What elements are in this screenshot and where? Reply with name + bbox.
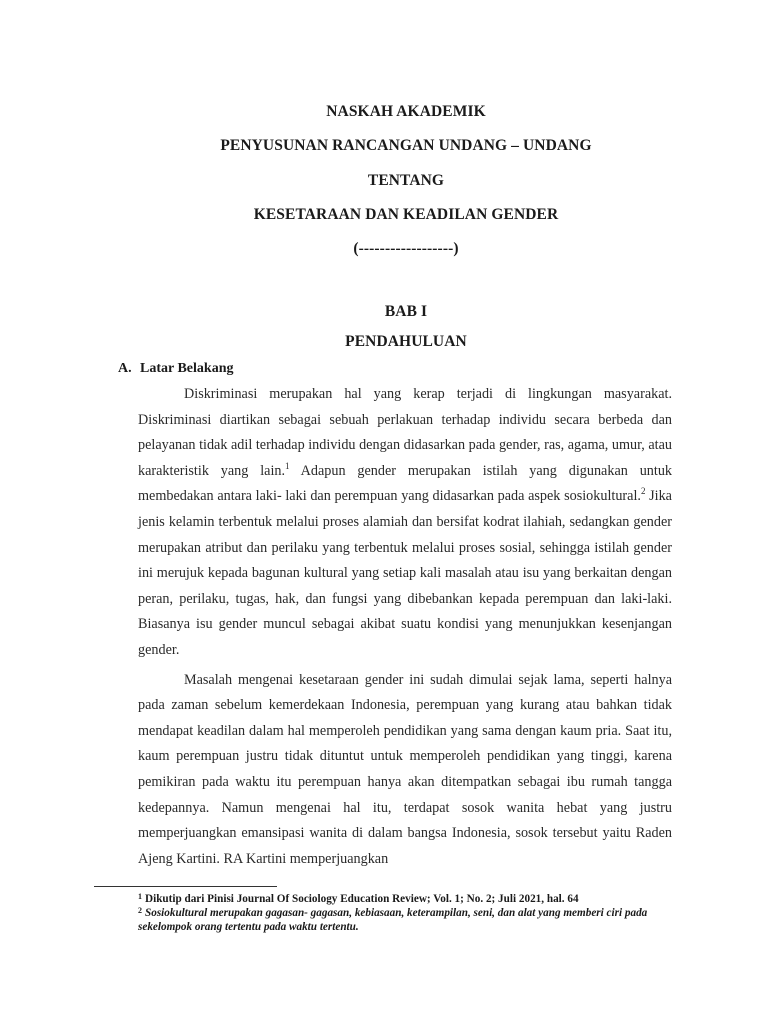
footnote-ref-2: 2	[640, 486, 646, 497]
section-marker: A.	[118, 361, 132, 376]
chapter-number: BAB I	[384, 303, 428, 320]
chapter-title: PENDAHULUAN	[345, 333, 467, 350]
body-text	[138, 382, 672, 872]
document-placeholder: (------------------)	[353, 240, 459, 257]
document-topic: KESETARAAN DAN KEADILAN GENDER	[253, 206, 559, 223]
section-heading	[118, 361, 233, 377]
paragraph-1-part-1: Diskriminasi merupakan hal yang kerap terjadi di lingkungan masyarakat. Diskriminasi diartikan sebagai sebuah perlakuan terhadap individu secara berbeda dan pelayanan tidak adil terhadap individu dengan didasarkan pada gender, ras, agama, umur, atau karakteristik yang lain.	[138, 386, 672, 479]
footnote-1	[138, 892, 658, 906]
section-title: Latar Belakang	[140, 361, 234, 376]
document-subtitle-tentang: TENTANG	[367, 172, 445, 189]
footnote-1-text: Dikutip dari Pinisi Journal Of Sociology Education Review; Vol. 1; No. 2; Juli 2021, hal. 64	[145, 893, 579, 905]
footnotes	[138, 892, 658, 934]
footnote-divider	[94, 886, 277, 887]
footnote-1-number: 1	[138, 892, 142, 901]
paragraph-1-part-3: Jika jenis kelamin terbentuk melalui proses alamiah dan bersifat kodrat ilahiah, sedangkan gender merupakan atribut dan perilaku yang terbentuk melalui proses sosial, sehingga istilah gender ini merujuk kepada bagunan kultural yang setiap kali masalah atau isu yang berkaitan dengan peran, perilaku, tugas, hak, dan fungsi yang dibebankan kepada perempuan dan laki-laki. Biasanya isu gender muncul sebagai akibat suatu kondisi yang menunjukkan kesenjangan gender.	[138, 488, 672, 658]
footnote-2	[138, 906, 658, 934]
document-subtitle: PENYUSUNAN RANCANGAN UNDANG – UNDANG	[220, 137, 592, 154]
footnote-2-text: Sosiokultural merupakan gagasan- gagasan, kebiasaan, keterampilan, seni, dan alat yang memberi ciri pada sekelompok orang tertentu pada waktu tertentu.	[138, 907, 648, 933]
paragraph-1	[138, 382, 672, 664]
document-title: NASKAH AKADEMIK	[326, 103, 486, 120]
footnote-2-number: 2	[138, 906, 142, 915]
paragraph-1-part-2: Adapun gender merupakan istilah yang digunakan untuk membedakan antara laki- laki dan perempuan yang didasarkan pada aspek sosiokultural.	[138, 462, 673, 505]
paragraph-2: Masalah mengenai kesetaraan gender ini sudah dimulai sejak lama, seperti halnya pada zaman sebelum kemerdekaan Indonesia, perempuan yang kurang atau bahkan tidak mendapat keadilan dalam hal memperoleh pendidikan yang sama dengan kaum pria. Saat itu, kaum perempuan justru tidak dituntut untuk memperoleh pendidikan yang tinggi, karena pemikiran pada waktu itu perempuan hanya akan ditempatkan sebagai ibu rumah tangga kedepannya. Namun mengenai hal itu, terdapat sosok wanita hebat yang justru memperjuangkan emansipasi wanita di dalam bangsa Indonesia, sosok tersebut yaitu Raden Ajeng Kartini. RA Kartini memperjuangkan	[138, 671, 672, 867]
footnote-ref-1: 1	[285, 460, 290, 471]
